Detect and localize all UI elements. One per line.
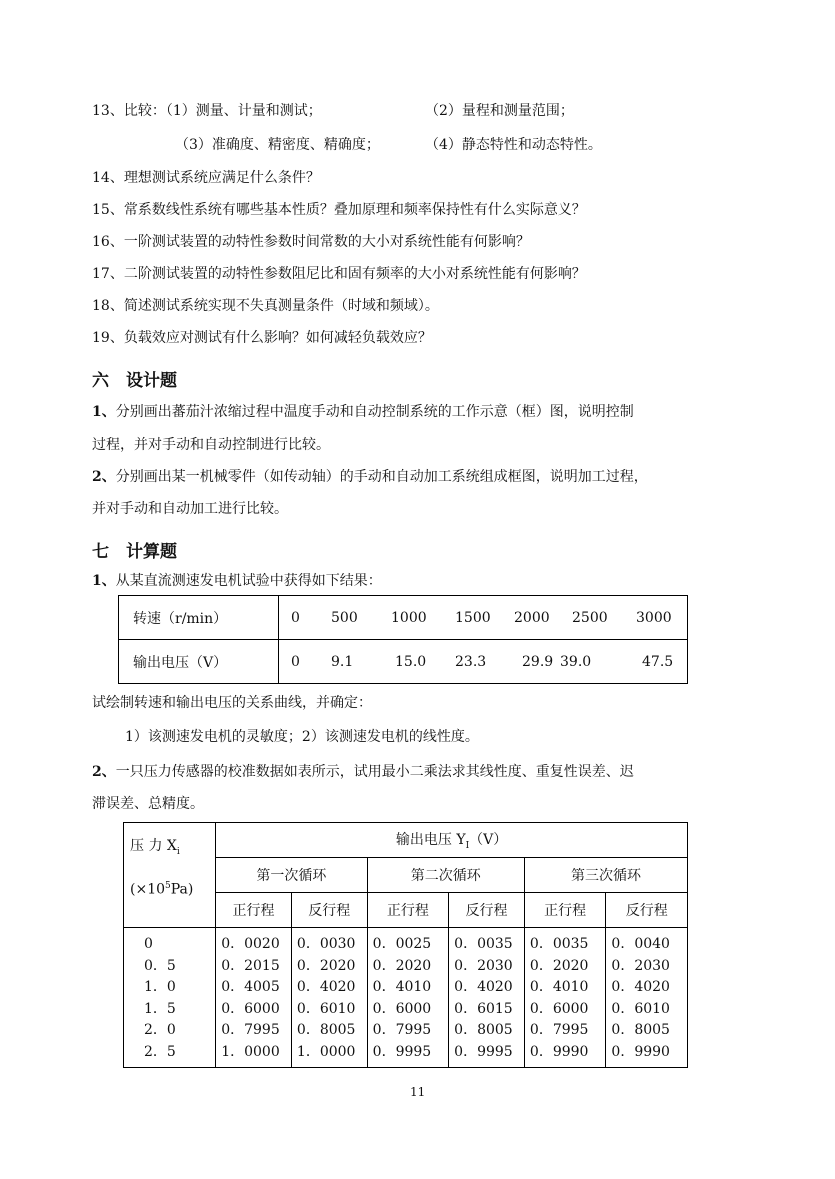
table-cell: 0．8005 (296, 1022, 356, 1038)
direction-header: 反行程 (291, 893, 367, 928)
voltage-values (279, 640, 688, 684)
question-18: 18、简述测试系统实现不失真测量条件（时域和频域）。 (92, 298, 439, 314)
cycle3-reverse-column (606, 928, 688, 1068)
table-cell: 0．4010 (372, 979, 432, 995)
table-cell: 2000 (514, 609, 550, 626)
section-6-heading: 六 设计题 (92, 371, 177, 391)
question-16: 16、一阶测试装置的动特性参数时间常数的大小对系统性能有何影响？ (92, 234, 530, 250)
table-cell: 0．2030 (454, 957, 513, 974)
table-cell: 39.0 (560, 653, 592, 670)
table-cell: 0 (291, 609, 300, 626)
cycle-3-header: 第三次循环 (524, 858, 687, 893)
section-6-item-2 (92, 466, 648, 486)
table-cell: 29.9 (522, 653, 554, 670)
pressure-column (124, 928, 216, 1068)
table-cell: 0．0030 (296, 936, 356, 952)
pressure-header (124, 823, 216, 928)
question-13-part1: 13、比较：（1）测量、计量和测试； (92, 103, 322, 119)
table-cell: 0．9995 (454, 1043, 513, 1060)
table-cell: 0．8005 (611, 1022, 670, 1038)
table-cell: 0．0040 (611, 936, 670, 952)
item-text: 一只压力传感器的校准数据如表所示，试用最小二乘法求其线性度、重复性误差、迟 (115, 764, 634, 780)
table-cell: 1000 (391, 609, 427, 626)
table-cell: 500 (331, 609, 358, 626)
table-cell: 47.5 (642, 653, 674, 670)
table-cell: 0．4020 (454, 979, 513, 995)
direction-header: 正行程 (367, 893, 449, 928)
speed-header: 转速（r/min） (119, 596, 279, 640)
table-cell: 2500 (572, 609, 608, 626)
table-cell: 0．8005 (454, 1022, 513, 1038)
voltage-header: 输出电压（V） (119, 640, 279, 684)
question-14: 14、理想测试系统应满足什么条件？ (92, 170, 320, 186)
question-13-part3: （3）准确度、精密度、精确度； (175, 137, 380, 153)
table-cell: 0．6010 (611, 1000, 670, 1017)
question-19: 19、负载效应对测试有什么影响？如何减轻负载效应？ (92, 330, 432, 346)
table-cell: 0．2030 (611, 957, 670, 974)
item-number: 1、 (92, 573, 116, 589)
cycle-2-header: 第二次循环 (367, 858, 524, 893)
item-text: 从某直流测速发电机试验中获得如下结果： (115, 573, 382, 589)
table-cell: 0．6000 (221, 1000, 280, 1017)
table-data-row (124, 928, 688, 1068)
question-13-part2: （2）量程和测量范围； (425, 103, 574, 119)
table-cell: 15.0 (395, 653, 427, 670)
table-cell: 0．4020 (296, 979, 356, 995)
table-cell: 1．0000 (221, 1043, 280, 1060)
table-cell: 0．4005 (221, 979, 280, 995)
table-cell: 23.3 (455, 653, 487, 670)
pressure-unit: $(\times 10^5Pa)$ (130, 880, 194, 898)
cycle1-reverse-column (291, 928, 367, 1068)
table-cell: 0．4020 (611, 979, 670, 995)
section-6-item-1 (92, 401, 634, 421)
table-cell: 0．7995 (372, 1022, 432, 1038)
table-cell: 9.1 (331, 653, 354, 670)
table-cell: 0 (144, 936, 153, 952)
table-cell: 0．7995 (529, 1022, 589, 1038)
table-cell: 0．9995 (372, 1043, 432, 1060)
table-cell: 0．6000 (529, 1000, 589, 1017)
table-cell: 2．5 (144, 1043, 176, 1060)
item-number: 2、 (92, 469, 116, 485)
item-text: 分别画出蕃茄汁浓缩过程中温度手动和自动控制系统的工作示意（框）图，说明控制 (115, 404, 634, 420)
section-7-item-2-cont: 滞误差、总精度。 (92, 796, 204, 812)
table-cell: 0．2015 (221, 957, 280, 974)
section-7-item-1 (92, 570, 382, 590)
table1-instruction: 试绘制转速和输出电压的关系曲线，并确定： (92, 695, 372, 711)
table-cell: 3000 (636, 609, 672, 626)
table-cell: 1．5 (144, 1000, 176, 1017)
table-cell: 0．0025 (372, 936, 432, 952)
cycle1-forward-column (216, 928, 292, 1068)
table-cell: 0．0020 (221, 936, 280, 952)
table1-subquestions: 1）该测速发电机的灵敏度；2）该测速发电机的线性度。 (125, 729, 479, 745)
table-cell: 0．0035 (529, 936, 589, 952)
direction-header: 正行程 (524, 893, 606, 928)
direction-header: 正行程 (216, 893, 292, 928)
table-cell: 0．0035 (454, 936, 513, 952)
pressure-calibration-table (123, 822, 688, 1068)
cycle-1-header: 第一次循环 (216, 858, 367, 893)
section-7-item-2 (92, 761, 634, 781)
item-number: 1、 (92, 404, 116, 420)
table-cell: 0．2020 (296, 957, 356, 974)
section-7-heading: 七 计算题 (92, 542, 177, 562)
cycle2-reverse-column (449, 928, 525, 1068)
page-number: 11 (410, 1085, 426, 1099)
table-cell: 0．6015 (454, 1000, 513, 1017)
table-cell: 0．9990 (611, 1043, 670, 1060)
table-cell: 1．0 (144, 979, 176, 995)
table-cell: 1．0000 (296, 1043, 356, 1060)
table-cell: 0．4010 (529, 979, 589, 995)
cycle3-forward-column (524, 928, 606, 1068)
question-13-part4: （4）静态特性和动态特性。 (425, 137, 602, 153)
cycle2-forward-column (367, 928, 449, 1068)
tachogenerator-table (118, 595, 688, 684)
output-voltage-header: 输出电压 $Y_I(V)$ (216, 823, 688, 858)
table-cell: 2．0 (144, 1022, 176, 1038)
table-cell: 0．7995 (221, 1022, 280, 1038)
direction-header: 反行程 (606, 893, 688, 928)
item-number: 2、 (92, 764, 116, 780)
pressure-label: 压 力 $X_i$ (130, 838, 180, 857)
item-text: 分别画出某一机械零件（如传动轴）的手动和自动加工系统组成框图，说明加工过程， (115, 469, 648, 485)
question-17: 17、二阶测试装置的动特性参数阻尼比和固有频率的大小对系统性能有何影响？ (92, 266, 586, 282)
table-header-row (124, 823, 688, 858)
direction-header: 反行程 (449, 893, 525, 928)
section-6-item-1-cont: 过程，并对手动和自动控制进行比较。 (92, 437, 330, 453)
table-row (119, 640, 688, 684)
table-cell: 1500 (455, 609, 491, 626)
question-15: 15、常系数线性系统有哪些基本性质？叠加原理和频率保持性有什么实际意义？ (92, 202, 586, 218)
table-row (119, 596, 688, 640)
table-cell: 0 (291, 653, 300, 670)
table-cell: 0．6000 (372, 1000, 432, 1017)
section-6-item-2-cont: 并对手动和自动加工进行比较。 (92, 501, 288, 517)
table-cell: 0．2020 (372, 957, 432, 974)
table-cell: 0．5 (144, 957, 176, 974)
speed-values (279, 596, 688, 640)
table-cell: 0．9990 (529, 1043, 589, 1060)
table-cell: 0．2020 (529, 957, 589, 974)
table-cell: 0．6010 (296, 1000, 356, 1017)
